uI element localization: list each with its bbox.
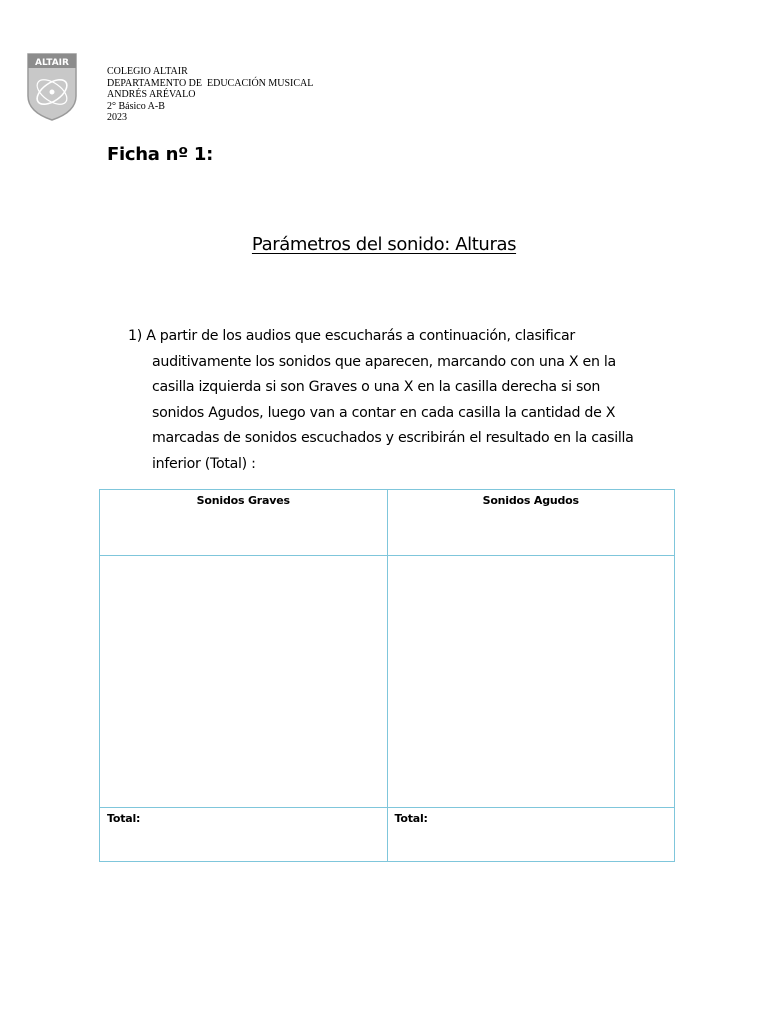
header-line-department: DEPARTAMENTO DE EDUCACIÓN MUSICAL <box>107 77 314 89</box>
table-answer-row <box>100 556 675 808</box>
subtitle-text: Parámetros del sonido: Alturas <box>251 234 517 255</box>
instruction-line: marcadas de sonidos escuchados y escribirán el resultado en la casilla <box>152 430 634 446</box>
instruction-line: inferior (Total) : <box>152 455 256 472</box>
header-line-year: 2023 <box>107 112 127 123</box>
table-total-row <box>100 808 675 862</box>
instruction-block <box>128 324 678 477</box>
instruction-line: casilla izquierda si son Graves o una X en la casilla derecha si son <box>152 379 601 395</box>
altair-shield-icon <box>26 52 78 122</box>
logo-text: ALTAIR <box>35 58 69 68</box>
total-cell-agudos[interactable]: Total: <box>387 808 675 862</box>
school-logo <box>26 52 78 122</box>
sound-classification-table <box>99 489 675 862</box>
instruction-line: auditivamente los sonidos que aparecen, marcando con una X en la <box>152 353 616 370</box>
school-header <box>107 66 313 124</box>
answer-cell-agudos[interactable] <box>387 556 675 808</box>
answer-cell-graves[interactable] <box>100 556 388 808</box>
table-header-row <box>100 490 675 556</box>
header-line-grade: 2° Básico A-B <box>107 100 165 112</box>
instruction-number: 1) <box>128 328 142 344</box>
total-cell-graves[interactable]: Total: <box>100 808 388 862</box>
instruction-line-text: A partir de los audios que escucharás a continuación, clasificar <box>146 328 575 344</box>
worksheet-subtitle <box>0 234 768 255</box>
header-line-school: COLEGIO ALTAIR <box>107 66 188 77</box>
header-cell-graves: Sonidos Graves <box>100 490 388 556</box>
instruction-line <box>128 324 678 350</box>
header-cell-agudos: Sonidos Agudos <box>387 490 675 556</box>
header-line-teacher: ANDRÉS ARÉVALO <box>107 89 196 100</box>
worksheet-title: Ficha nº 1: <box>107 144 214 165</box>
instruction-line: sonidos Agudos, luego van a contar en cada casilla la cantidad de X <box>152 404 616 421</box>
